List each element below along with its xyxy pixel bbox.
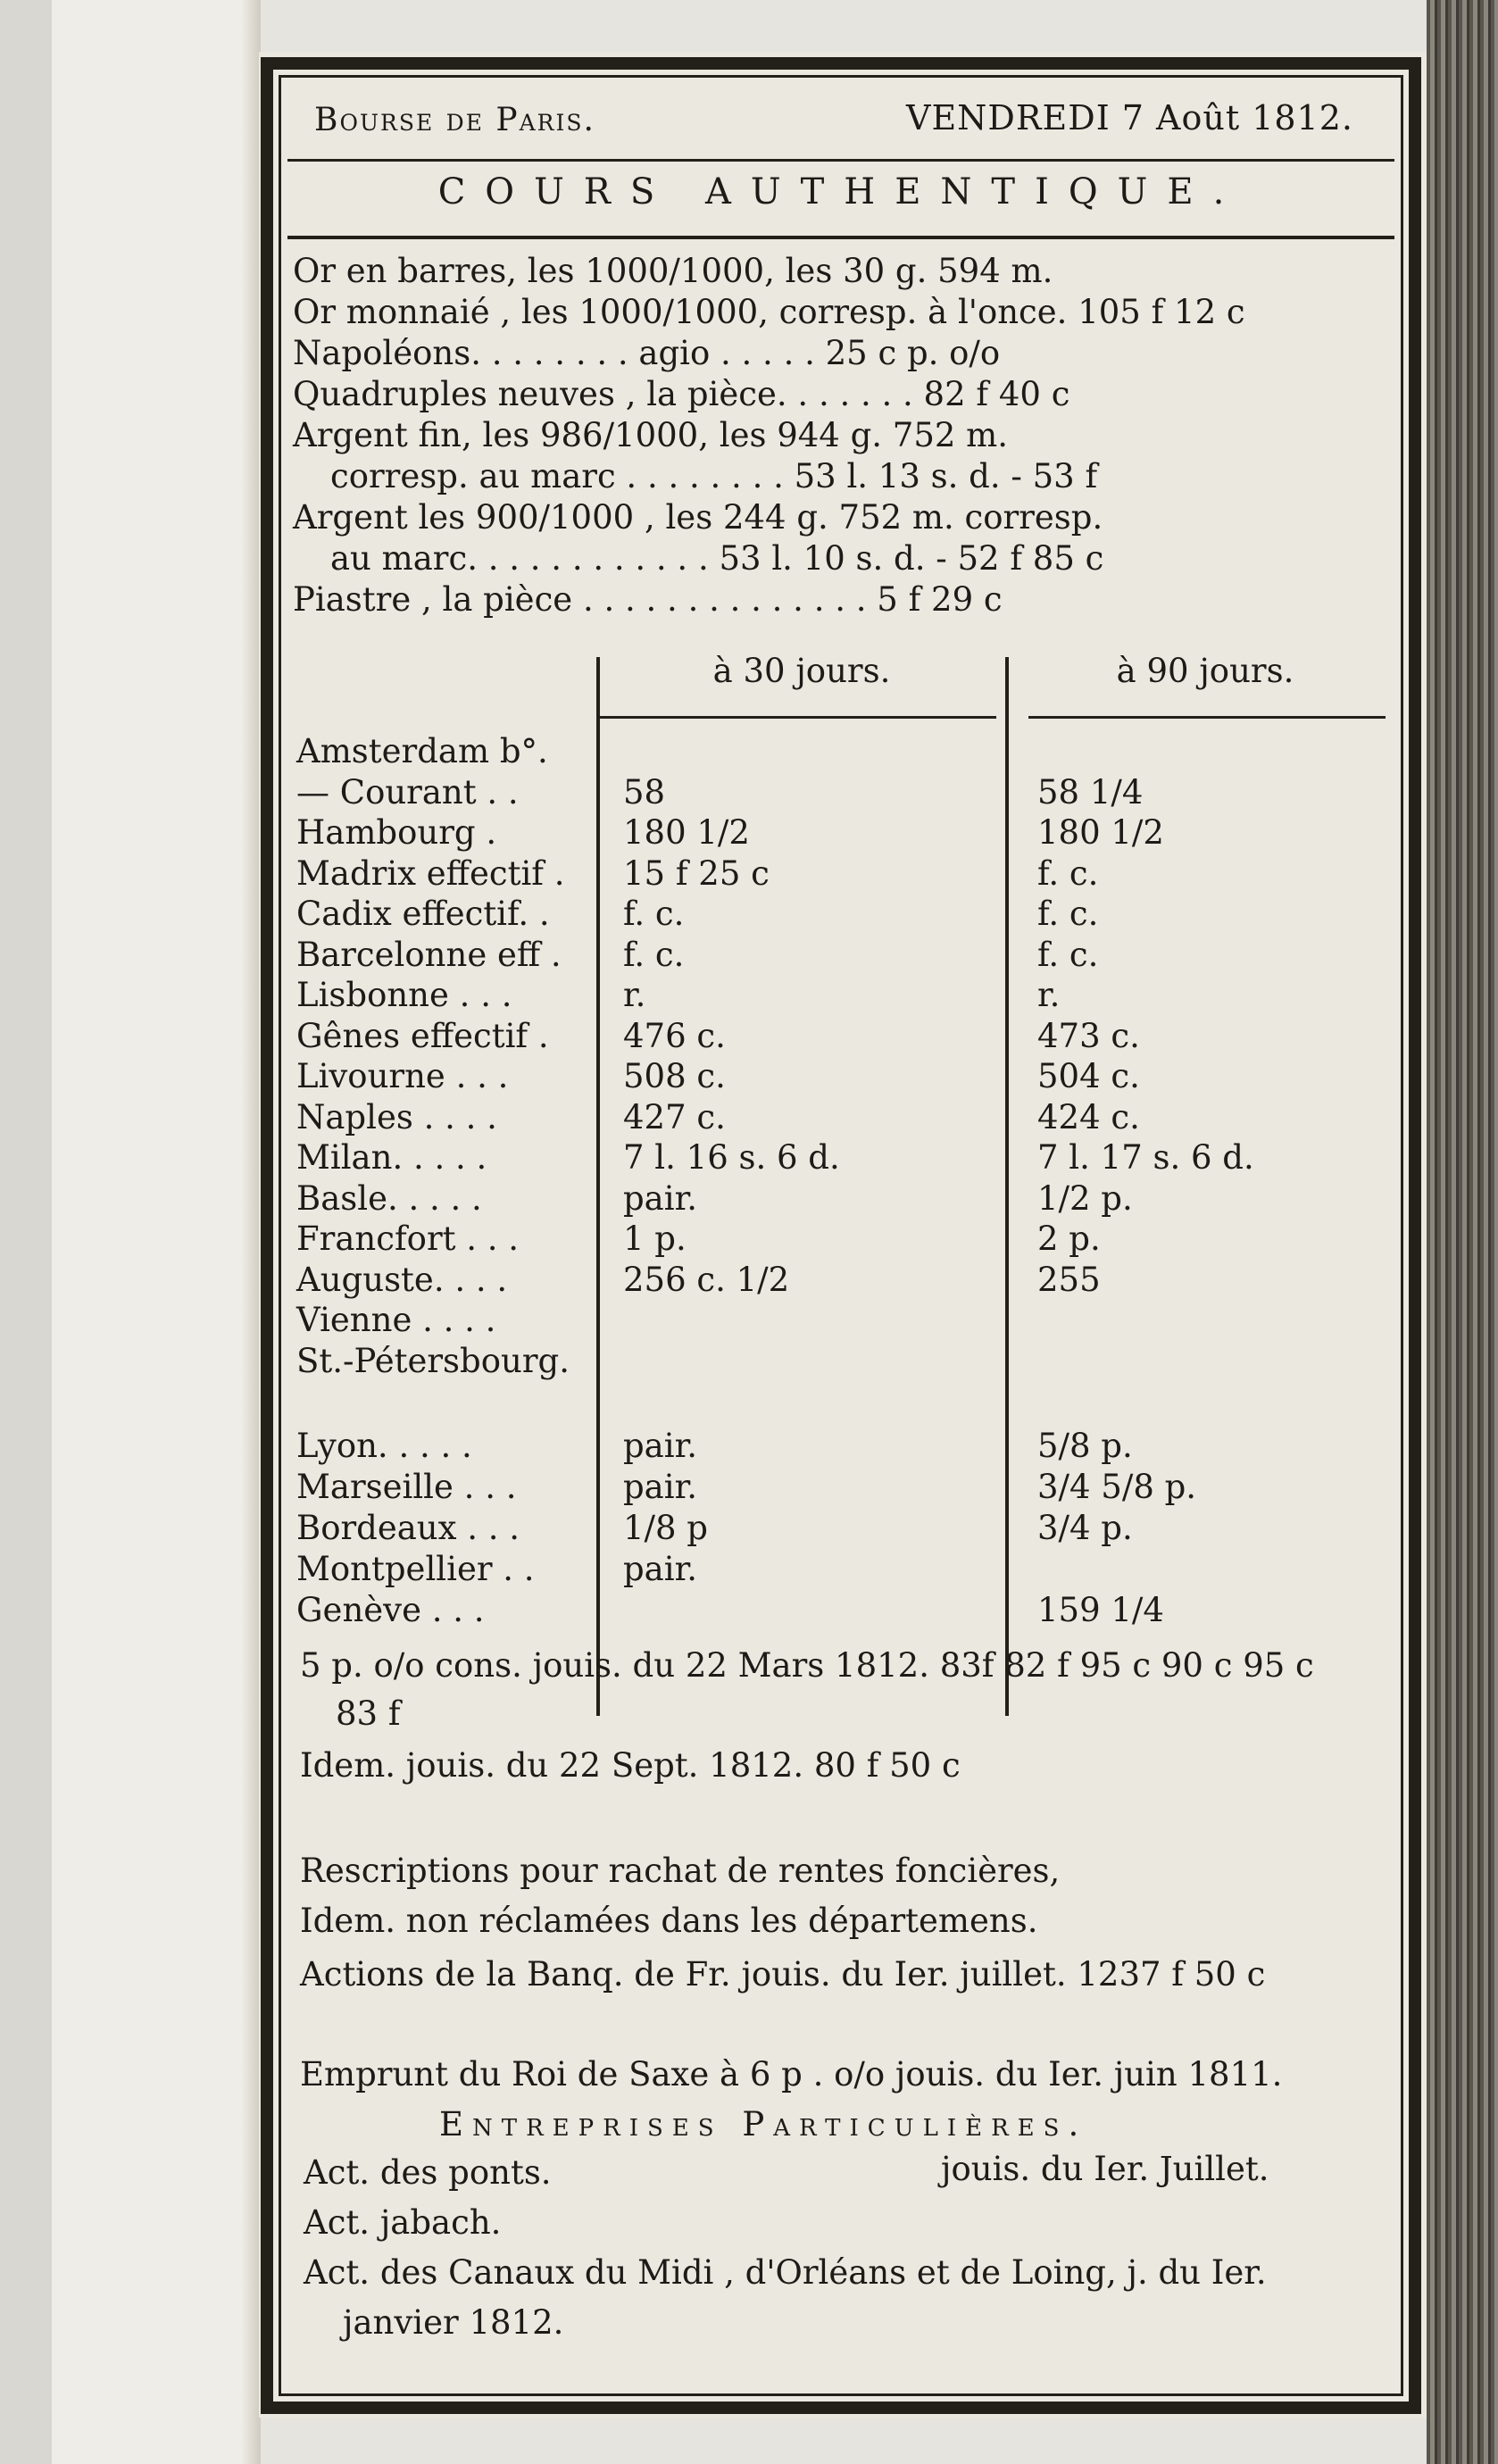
rate-90-days: 473 c. <box>1037 1016 1140 1055</box>
exchange-city: — Courant . . <box>296 772 519 812</box>
exchange-city: Livourne . . . <box>296 1057 509 1095</box>
entreprise-line-date: jouis. du Ier. Juillet. <box>941 2150 1269 2188</box>
page-edges <box>1427 0 1498 2464</box>
rate-90-days: f. c. <box>1037 853 1099 893</box>
exchange-city: Lyon. . . . . <box>296 1427 472 1465</box>
rate-30-days: 508 c. <box>623 1057 726 1095</box>
metals-line: Argent fin, les 986/1000, les 944 g. 752 m. <box>293 416 1009 454</box>
column-divider-right <box>1005 657 1009 1716</box>
exchange-city: Montpellier . . <box>296 1550 535 1588</box>
exchange-city: Madrix effectif . <box>296 853 565 893</box>
page-content <box>287 86 1394 2389</box>
book-binding <box>0 0 52 2464</box>
column-divider-left <box>596 657 600 1716</box>
entreprises-heading: Entreprises Particulières. <box>439 2105 1088 2144</box>
rate-30-days: 15 f 25 c <box>623 853 770 893</box>
title-rule <box>287 236 1394 239</box>
metals-line: Argent les 900/1000 , les 244 g. 752 m. corresp. <box>293 498 1103 537</box>
exchange-city: Vienne . . . . <box>296 1301 496 1339</box>
rate-30-days: pair. <box>623 1427 697 1465</box>
metals-line: Piastre , la pièce . . . . . . . . . . . . . . 5 f 29 c <box>293 580 1003 619</box>
rate-30-days: 427 c. <box>623 1097 726 1136</box>
rate-30-days: pair. <box>623 1468 697 1506</box>
rate-30-days: 1 p. <box>623 1220 687 1258</box>
exchange-city: Marseille . . . <box>296 1468 517 1506</box>
rentes-line: Actions de la Banq. de Fr. jouis. du Ier. juillet. 1237 f 50 c <box>300 1955 1266 1994</box>
rate-90-days: 504 c. <box>1037 1057 1140 1095</box>
rentes-line: Emprunt du Roi de Saxe à 6 p . o/o jouis. du Ier. juin 1811. <box>300 2055 1283 2094</box>
exchange-city: Milan. . . . . <box>296 1138 487 1177</box>
entreprise-line: janvier 1812. <box>343 2303 564 2342</box>
exchange-city: Genève . . . <box>296 1591 485 1629</box>
rentes-line: 5 p. o/o cons. jouis. du 22 Mars 1812. 83f 82 f 95 c 90 c 95 c <box>300 1646 1314 1685</box>
rate-30-days: 180 1/2 <box>623 813 750 852</box>
column-header-30-days: à 30 jours. <box>712 652 891 690</box>
metals-line: Napoléons. . . . . . . . agio . . . . . 25 c p. o/o <box>293 334 1001 372</box>
rate-90-days: 7 l. 17 s. 6 d. <box>1037 1138 1254 1177</box>
exchange-city: Naples . . . . <box>296 1097 497 1136</box>
page-gutter <box>52 0 259 2464</box>
rate-90-days: 180 1/2 <box>1037 813 1164 852</box>
rate-90-days: 424 c. <box>1037 1097 1140 1136</box>
entreprise-line: Act. des Canaux du Midi , d'Orléans et de Loing, j. du Ier. <box>304 2253 1267 2292</box>
header-exchange-name: Bourse de Paris. <box>314 102 595 138</box>
rate-90-days: 5/8 p. <box>1037 1427 1133 1465</box>
rate-90-days: r. <box>1037 976 1061 1014</box>
running-header <box>287 86 1394 159</box>
rate-30-days: 1/8 p <box>623 1509 708 1547</box>
rate-30-days: f. c. <box>623 935 685 974</box>
rate-90-days: 2 p. <box>1037 1220 1101 1258</box>
rentes-line: Idem. non réclamées dans les départemens. <box>300 1902 1038 1940</box>
column-header-rule <box>1028 716 1386 719</box>
rate-30-days: 7 l. 16 s. 6 d. <box>623 1138 840 1177</box>
rate-30-days: 476 c. <box>623 1016 726 1055</box>
rate-30-days: f. c. <box>623 895 685 933</box>
exchange-city: Gênes effectif . <box>296 1016 549 1055</box>
page-title: COURS AUTHENTIQUE. <box>437 171 1244 212</box>
rentes-line: Idem. jouis. du 22 Sept. 1812. 80 f 50 c <box>300 1746 961 1785</box>
exchange-city: Basle. . . . . <box>296 1178 482 1218</box>
column-header-rule <box>600 716 996 719</box>
rate-90-days: 58 1/4 <box>1037 772 1144 812</box>
gutter-shadow <box>241 0 261 2464</box>
rate-90-days: f. c. <box>1037 895 1099 933</box>
rate-90-days: 159 1/4 <box>1037 1591 1164 1629</box>
metals-line: au marc. . . . . . . . . . . . 53 l. 10 s. d. - 52 f 85 c <box>330 539 1104 578</box>
column-header-90-days: à 90 jours. <box>1116 652 1294 690</box>
exchange-city: Amsterdam b°. <box>296 732 548 770</box>
rate-90-days: 1/2 p. <box>1037 1178 1133 1218</box>
rate-90-days: f. c. <box>1037 935 1099 974</box>
entreprise-line: Act. jabach. <box>304 2203 502 2242</box>
header-date: VENDREDI 7 Août 1812. <box>906 98 1353 137</box>
header-rule <box>287 159 1394 162</box>
exchange-city: St.-Pétersbourg. <box>296 1341 570 1380</box>
exchange-city: Lisbonne . . . <box>296 976 512 1014</box>
metals-line: Or en barres, les 1000/1000, les 30 g. 594 m. <box>293 252 1053 290</box>
rate-30-days: pair. <box>623 1550 697 1588</box>
exchange-city: Auguste. . . . <box>296 1260 508 1299</box>
rate-90-days: 3/4 5/8 p. <box>1037 1468 1197 1506</box>
exchange-city: Hambourg . <box>296 813 497 852</box>
metals-line: corresp. au marc . . . . . . . . 53 l. 13 s. d. - 53 f <box>330 457 1098 495</box>
rate-30-days: r. <box>623 976 646 1014</box>
rate-30-days: 58 <box>623 772 666 812</box>
rentes-line: 83 f <box>336 1694 401 1733</box>
metals-line: Or monnaié , les 1000/1000, corresp. à l'once. 105 f 12 c <box>293 293 1245 331</box>
rate-30-days: pair. <box>623 1178 697 1218</box>
rentes-line: Rescriptions pour rachat de rentes foncières, <box>300 1852 1061 1890</box>
exchange-city: Bordeaux . . . <box>296 1509 520 1547</box>
entreprise-line: Act. des ponts. <box>304 2153 552 2192</box>
exchange-city: Francfort . . . <box>296 1220 520 1258</box>
metals-line: Quadruples neuves , la pièce. . . . . . . 82 f 40 c <box>293 375 1070 413</box>
rate-90-days: 3/4 p. <box>1037 1509 1133 1547</box>
exchange-city: Barcelonne eff . <box>296 935 562 974</box>
exchange-city: Cadix effectif. . <box>296 895 550 933</box>
rate-90-days: 255 <box>1037 1260 1101 1299</box>
rate-30-days: 256 c. 1/2 <box>623 1260 790 1299</box>
